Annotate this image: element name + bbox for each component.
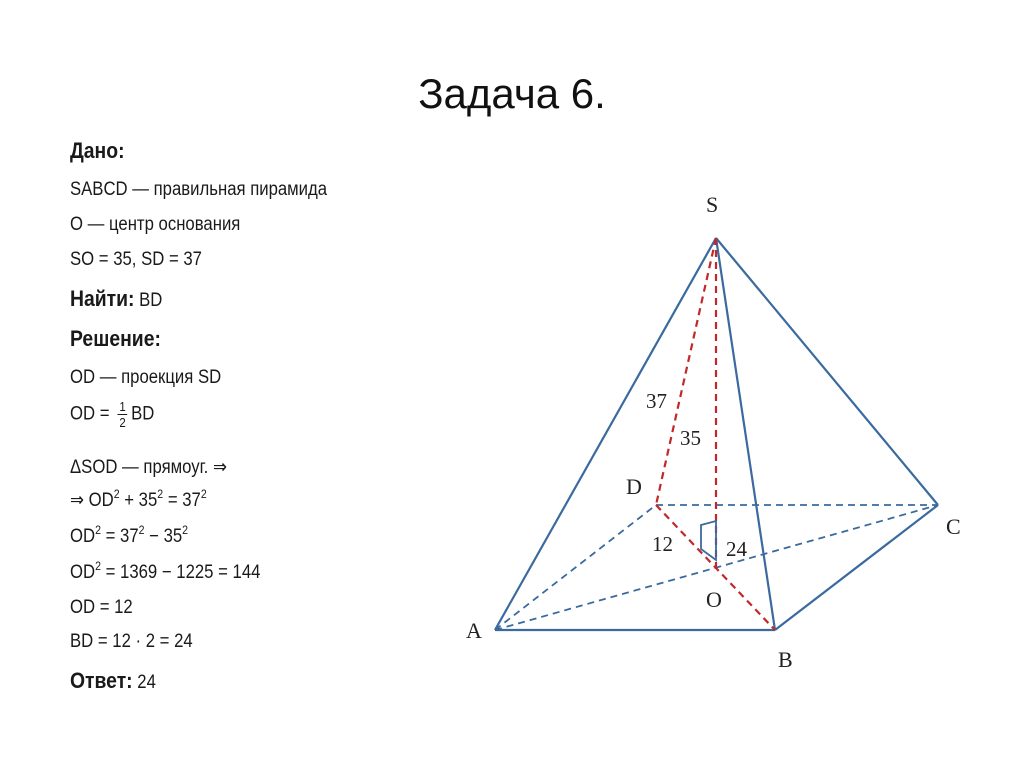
pyth-sq-2: 2 xyxy=(157,487,164,501)
segment-sd xyxy=(656,238,716,505)
edge-ad-hidden xyxy=(495,505,656,630)
label-bd-length: 24 xyxy=(726,537,747,561)
pyth-part-c: = 37 xyxy=(163,490,201,511)
given-pyramid: SABCD — правильная пирамида xyxy=(70,179,328,200)
step-od-value: OD = 12 xyxy=(70,597,133,618)
pyth-sq-3: 2 xyxy=(200,487,207,501)
right-angle-mark xyxy=(701,521,716,560)
label-od-length: 12 xyxy=(652,532,673,556)
label-c: C xyxy=(946,514,961,539)
fraction-numerator: 1 xyxy=(119,399,126,414)
diff-sq-3: 2 xyxy=(182,523,189,537)
find-value: BD xyxy=(139,290,163,311)
label-d: D xyxy=(626,474,642,499)
slide-title: Задача 6. xyxy=(418,70,606,117)
step-half-left: OD = xyxy=(70,403,115,425)
fraction-denominator: 2 xyxy=(119,415,126,430)
compute-part-b: = 1369 − 1225 = 144 xyxy=(100,562,261,583)
pyth-part-b: + 35 xyxy=(119,490,158,511)
label-so-length: 35 xyxy=(680,426,701,450)
label-b: B xyxy=(778,647,793,672)
solution-heading: Решение: xyxy=(70,326,161,351)
compute-sq: 2 xyxy=(95,559,101,573)
step-bd-value: BD = 12 · 2 = 24 xyxy=(70,631,193,652)
label-a: A xyxy=(466,618,482,643)
diff-part-c: − 35 xyxy=(144,526,183,547)
compute-part-a: OD xyxy=(70,562,96,583)
given-lengths: SO = 35, SD = 37 xyxy=(70,249,202,270)
given-center: O — центр основания xyxy=(70,214,241,235)
step-projection: OD — проекция SD xyxy=(70,367,222,388)
answer-heading: Ответ: xyxy=(70,668,133,693)
diff-sq-2: 2 xyxy=(138,523,145,537)
step-half-right: BD xyxy=(131,403,155,425)
diff-part-b: = 37 xyxy=(100,526,139,547)
pyth-part-a: ⇒ OD xyxy=(70,490,114,511)
step-right-triangle: ΔSOD — прямоуг. ⇒ xyxy=(70,457,227,478)
given-heading: Дано: xyxy=(70,138,125,163)
label-s: S xyxy=(706,192,719,217)
label-o: O xyxy=(706,587,722,612)
height-and-section xyxy=(656,238,775,630)
edge-bc xyxy=(775,505,938,630)
answer-value: 24 xyxy=(137,672,156,693)
pyth-sq-1: 2 xyxy=(113,487,120,501)
diff-sq-1: 2 xyxy=(95,523,101,537)
find-heading: Найти: xyxy=(70,286,135,311)
label-sd-length: 37 xyxy=(646,389,667,413)
diff-part-a: OD xyxy=(70,526,96,547)
